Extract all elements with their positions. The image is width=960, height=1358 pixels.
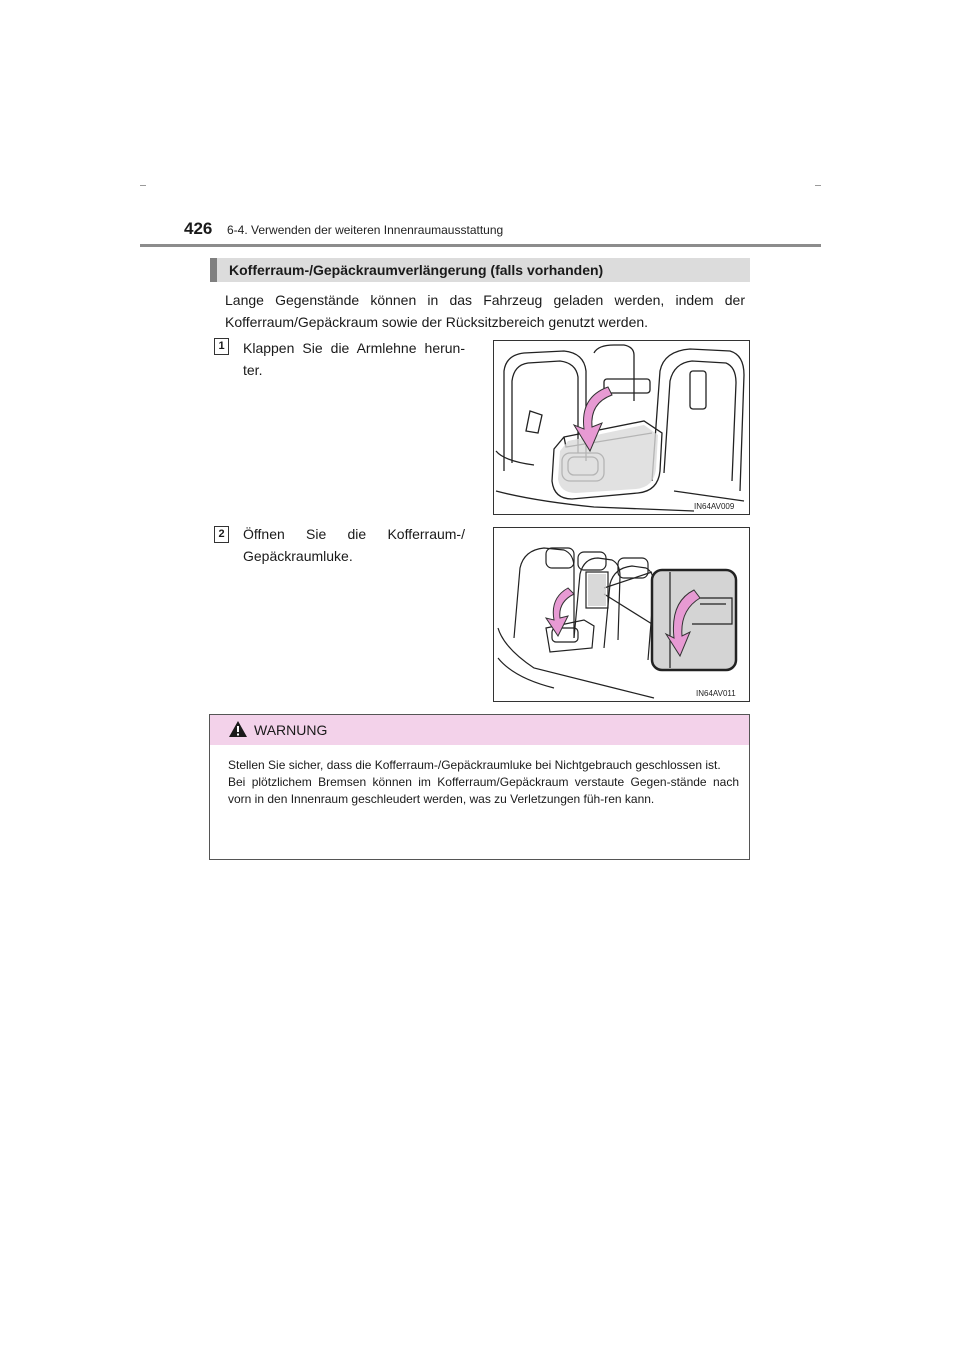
figure-trunk-hatch: [493, 527, 750, 702]
header-rule: [140, 244, 821, 247]
warning-box: [209, 714, 750, 860]
section-heading: [210, 258, 750, 282]
figure-armrest: [493, 340, 750, 515]
section-title: Kofferraum-/Gepäckraumverlängerung (falls vorhanden): [229, 262, 604, 278]
step-number-1: 1: [214, 338, 229, 355]
figure-code-2: IN64AV011: [696, 689, 736, 698]
chapter-title: 6-4. Verwenden der weiteren Innenraumausstattung: [227, 223, 504, 237]
trunk-hatch-illustration: [494, 528, 749, 701]
intro-paragraph: Lange Gegenstände können in das Fahrzeug geladen werden, indem der Kofferraum/Gepäckraum sowie der Rücksitzbereich genutzt werden.: [225, 292, 745, 330]
warning-paragraph-2: Bei plötzlichem Bremsen können im Kofferraum/Gepäckraum verstaute Gegen-stände nach vorn in den Innenraum geschleudert werden, was zu Verletzungen füh-ren kann.: [228, 775, 739, 806]
warning-header: [210, 715, 749, 745]
armrest-illustration: [494, 341, 749, 514]
figure-code-1: IN64AV009: [694, 502, 735, 511]
warning-paragraph-1: Stellen Sie sicher, dass die Kofferraum-/Gepäckraumluke bei Nichtgebrauch geschlossen ist.: [228, 758, 721, 772]
warning-triangle-icon: [228, 720, 248, 738]
step-text-1: Klappen Sie die Armlehne herun-ter.: [243, 340, 465, 378]
step-text-2: Öffnen Sie die Kofferraum-/ Gepäckraumluke.: [243, 526, 465, 564]
page-number: 426: [184, 219, 213, 238]
step-number-2: 2: [214, 526, 229, 543]
crop-mark-right: [815, 185, 821, 186]
warning-title: WARNUNG: [254, 722, 328, 738]
warning-body: [228, 757, 739, 808]
crop-mark-left: [140, 185, 146, 186]
